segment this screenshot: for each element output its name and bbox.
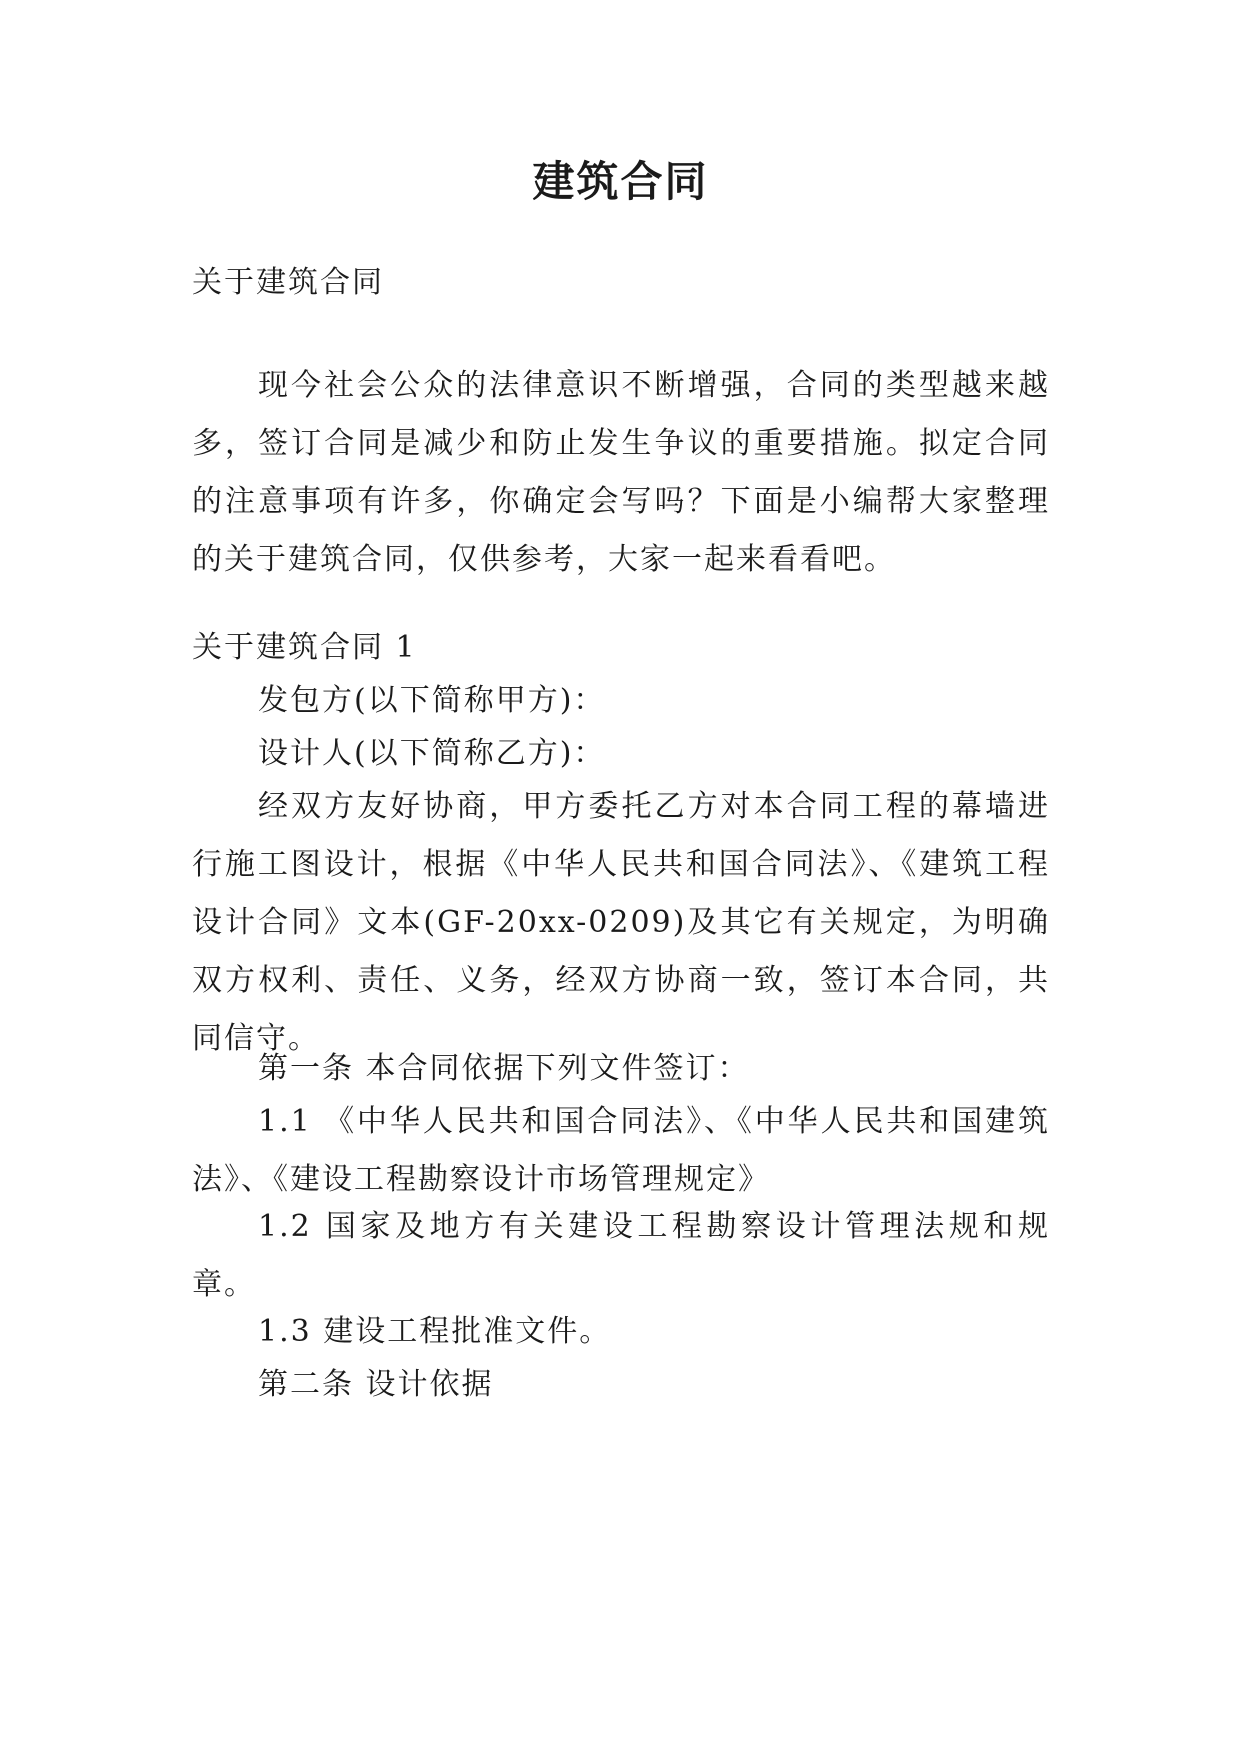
clause-intro-paragraph: 经双方友好协商，甲方委托乙方对本合同工程的幕墙进行施工图设计，根据《中华人民共和国合同法》、《建筑工程设计合同》文本(GF-20xx-0209)及其它有关规定，为明确双方权利、责任、义务，经双方协商一致，签订本合同，共同信守。	[192, 789, 1050, 1056]
article-1-title: 第一条 本合同依据下列文件签订：	[258, 1051, 750, 1086]
article-2-title: 第二条 设计依据	[258, 1367, 494, 1402]
article-1-2: 1.2 国家及地方有关建设工程勘察设计管理法规和规章。	[192, 1209, 1050, 1302]
intro-paragraph: 现今社会公众的法律意识不断增强，合同的类型越来越多，签订合同是减少和防止发生争议的重要措施。拟定合同的注意事项有许多，你确定会写吗？下面是小编帮大家整理的关于建筑合同，仅供参考，大家一起来看看吧。	[192, 368, 1050, 577]
article-1-3: 1.3 建设工程批准文件。	[258, 1314, 612, 1349]
article-1-1: 1.1 《中华人民共和国合同法》、《中华人民共和国建筑法》、《建设工程勘察设计市场管理规定》	[192, 1104, 1050, 1197]
document-heading: 关于建筑合同	[192, 265, 384, 300]
section-title: 关于建筑合同 1	[192, 630, 417, 665]
document-title: 建筑合同	[532, 157, 709, 206]
party-b-line: 设计人(以下简称乙方)：	[258, 736, 606, 771]
party-a-line: 发包方(以下简称甲方)：	[258, 683, 606, 718]
